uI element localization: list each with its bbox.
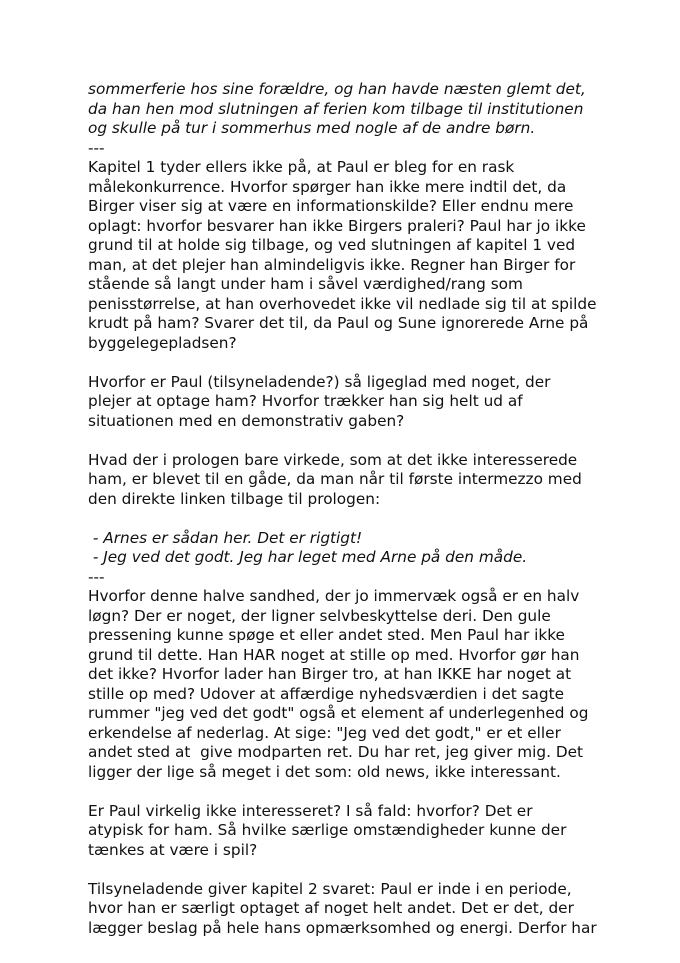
text-line: situationen med en demonstrativ gaben? bbox=[88, 411, 405, 430]
text-line: - Jeg ved det godt. Jeg har leget med Arne på den måde. bbox=[88, 548, 528, 566]
text-line: Birger viser sig at være en informationskilde? Eller endnu mere bbox=[88, 197, 574, 215]
text-line: stille op med? Udover at affærdige nyhedsværdien i det sagte bbox=[88, 684, 565, 703]
text-line: andet sted at give modparten ret. Du har ret, jeg giver mig. Det bbox=[88, 743, 584, 761]
blank-line bbox=[88, 782, 668, 802]
text-line: Kapitel 1 tyder ellers ikke på, at Paul er bleg for en rask bbox=[88, 158, 515, 176]
text-line: grund til at holde sig tilbage, og ved slutningen af kapitel 1 ved bbox=[88, 236, 576, 254]
text-line: Hvad der i prologen bare virkede, som at det ikke interesserede bbox=[88, 450, 578, 469]
text-line: Tilsyneladende giver kapitel 2 svaret: Paul er inde i en periode, bbox=[88, 879, 572, 898]
paragraph bbox=[88, 451, 668, 510]
text-line: erkendelse af nederlag. At sige: "Jeg ved det godt," er et eller bbox=[88, 723, 561, 742]
paragraph bbox=[88, 587, 668, 782]
text-line: Er Paul virkelig ikke interesseret? I så fald: hvorfor? Det er bbox=[88, 801, 533, 820]
separator bbox=[88, 139, 668, 159]
text-line: --- bbox=[88, 138, 105, 157]
paragraph bbox=[88, 373, 668, 432]
paragraph bbox=[88, 802, 668, 861]
text-line: man, at det plejer han almindeligvis ikke. Regner han Birger for bbox=[88, 255, 576, 274]
text-line: --- bbox=[88, 567, 105, 586]
blank-line bbox=[88, 509, 668, 529]
quoted-text bbox=[88, 529, 668, 568]
text-line: den direkte linken tilbage til prologen: bbox=[88, 489, 381, 508]
quoted-text bbox=[88, 80, 668, 139]
text-line: stående så langt under ham i såvel værdighed/rang som bbox=[88, 275, 523, 293]
text-line: plejer at optage ham? Hvorfor trækker han sig helt ud af bbox=[88, 392, 523, 410]
text-line: rummer "jeg ved det godt" også et element af underlegenhed og bbox=[88, 704, 589, 722]
paragraph bbox=[88, 158, 668, 353]
text-line: og skulle på tur i sommerhus med nogle af de andre børn. bbox=[88, 119, 536, 137]
text-line: ligger der lige så meget i det som: old news, ikke interessant. bbox=[88, 762, 561, 781]
paragraph bbox=[88, 880, 668, 939]
text-line: løgn? Der er noget, der ligner selvbeskyttelse deri. Den gule bbox=[88, 606, 551, 625]
text-line: lægger beslag på hele hans opmærksomhed og energi. Derfor har bbox=[88, 918, 597, 937]
separator bbox=[88, 568, 668, 588]
text-line: byggelegepladsen? bbox=[88, 333, 237, 352]
text-line: Hvorfor er Paul (tilsyneladende?) så ligeglad med noget, der bbox=[88, 372, 551, 391]
text-line: tænkes at være i spil? bbox=[88, 840, 258, 859]
text-line: atypisk for ham. Så hvilke særlige omstændigheder kunne der bbox=[88, 821, 567, 839]
text-line: krudt på ham? Svarer det til, da Paul og Sune ignorerede Arne på bbox=[88, 314, 589, 332]
blank-line bbox=[88, 431, 668, 451]
text-line: oplagt: hvorfor besvarer han ikke Birgers praleri? Paul har jo ikke bbox=[88, 216, 586, 235]
blank-line bbox=[88, 353, 668, 373]
document-page bbox=[88, 80, 668, 938]
text-line: det ikke? Hvorfor lader han Birger tro, at han IKKE har noget at bbox=[88, 665, 572, 683]
text-line: sommerferie hos sine forældre, og han havde næsten glemt det, bbox=[88, 80, 586, 98]
text-line: ham, er blevet til en gåde, da man når til første intermezzo med bbox=[88, 470, 582, 488]
text-line: pressening kunne spøge et eller andet sted. Men Paul har ikke bbox=[88, 626, 565, 644]
text-line: målekonkurrence. Hvorfor spørger han ikke mere indtil det, da bbox=[88, 177, 567, 196]
text-line: da han hen mod slutningen af ferien kom tilbage til institutionen bbox=[88, 99, 584, 118]
text-line: hvor han er særligt optaget af noget helt andet. Det er det, der bbox=[88, 899, 574, 917]
text-line: penisstørrelse, at han overhovedet ikke vil nedlade sig til at spilde bbox=[88, 294, 597, 313]
text-line: grund til dette. Han HAR noget at stille op med. Hvorfor gør han bbox=[88, 645, 580, 664]
text-line: Hvorfor denne halve sandhed, der jo immervæk også er en halv bbox=[88, 587, 580, 605]
blank-line bbox=[88, 860, 668, 880]
text-line: - Arnes er sådan her. Det er rigtigt! bbox=[88, 528, 363, 547]
